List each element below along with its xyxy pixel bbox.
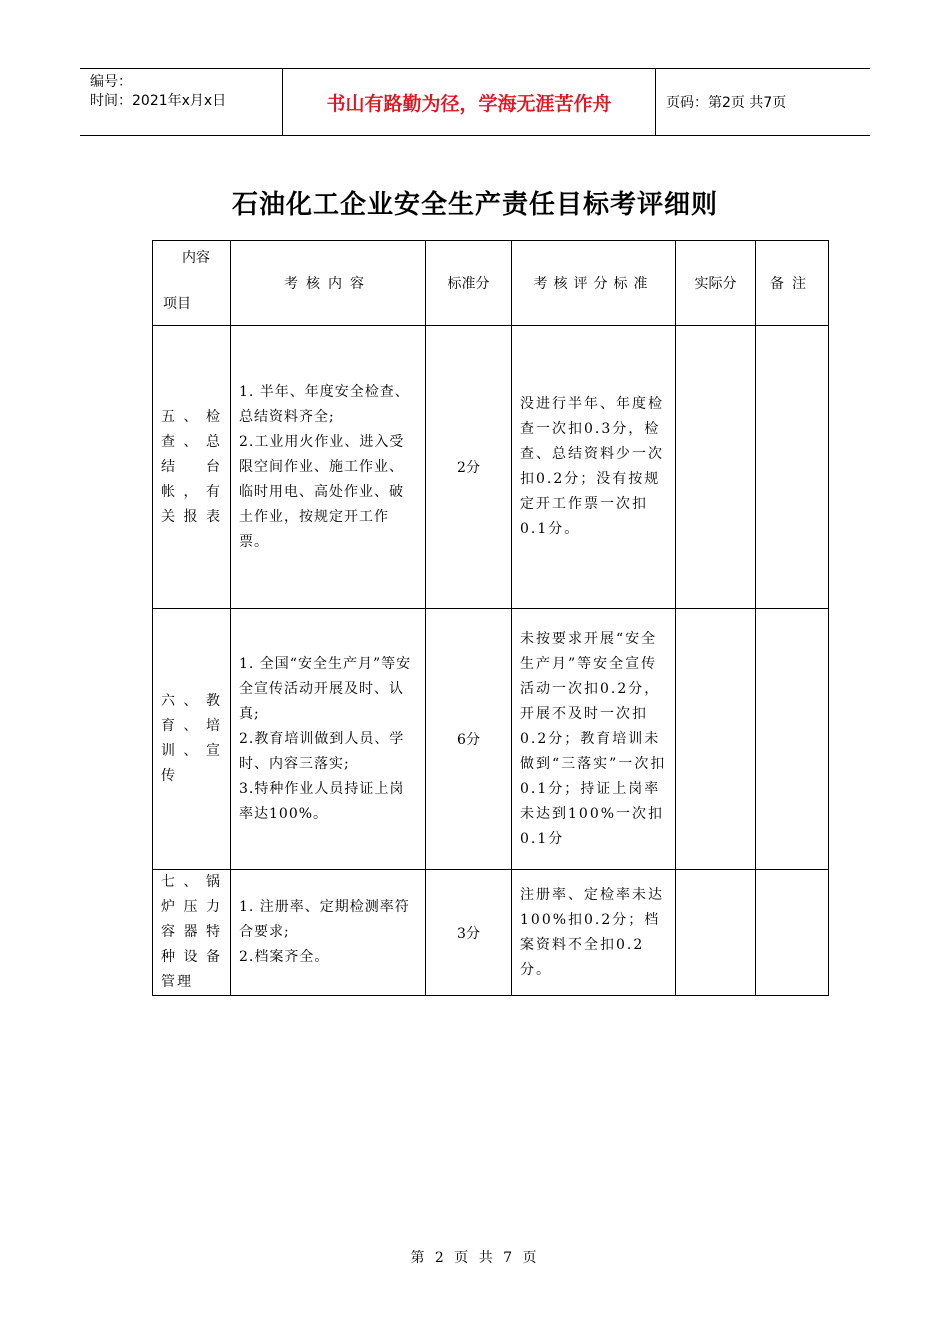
page-footer: 第 2 页 共 7 页	[410, 1250, 540, 1266]
row-score: 2分	[426, 326, 512, 609]
header-score: 标准分	[426, 241, 512, 326]
row-item: 六、教育、培训、宣传	[153, 609, 231, 870]
corner-top-label: 内容	[182, 250, 210, 266]
table-row	[153, 326, 829, 609]
header-remark: 备注	[756, 241, 829, 326]
assessment-table	[152, 240, 829, 996]
row-remark	[756, 870, 829, 996]
row-criteria: 注册率、定检率未达100%扣0.2分；档案资料不全扣0.2分。	[512, 870, 676, 996]
row-remark	[756, 609, 829, 870]
row-criteria: 没进行半年、年度检查一次扣0.3分，检查、总结资料少一次扣0.2分；没有按规定开工作票一次扣0.1分。	[512, 326, 676, 609]
time-label: 时间：2021年x月x日	[90, 93, 227, 109]
row-score: 3分	[426, 870, 512, 996]
row-item: 七、锅炉压力容器特种设备管理	[153, 870, 231, 996]
table-row	[153, 870, 829, 996]
header-actual: 实际分	[676, 241, 756, 326]
row-score: 6分	[426, 609, 512, 870]
corner-cell	[153, 241, 231, 326]
corner-bottom-label: 项目	[163, 296, 191, 312]
number-label: 编号：	[90, 74, 132, 90]
row-actual	[676, 870, 756, 996]
document-title: 石油化工企业安全生产责任目标考评细则	[231, 190, 718, 220]
header-page-code: 页码：第2页 共7页	[666, 95, 787, 111]
table-row	[153, 609, 829, 870]
row-actual	[676, 609, 756, 870]
header-content: 考核内容	[231, 241, 426, 326]
row-actual	[676, 326, 756, 609]
header-slogan: 书山有路勤为径，学海无涯苦作舟	[282, 69, 656, 135]
header-meta	[80, 69, 282, 135]
table-header-row	[153, 241, 829, 326]
page-header	[80, 68, 870, 136]
row-remark	[756, 326, 829, 609]
row-content: 1. 半年、年度安全检查、总结资料齐全; 2.工业用火作业、进入受限空间作业、施工作业、临时用电、高处作业、破土作业，按规定开工作票。	[231, 326, 426, 609]
row-item: 五、检查、总结台帐，有关报表	[153, 326, 231, 609]
row-content: 1. 全国“安全生产月”等安全宣传活动开展及时、认真; 2.教育培训做到人员、学时、内容三落实; 3.特种作业人员持证上岗率达100%。	[231, 609, 426, 870]
row-criteria: 未按要求开展“安全生产月”等安全宣传活动一次扣0.2分，开展不及时一次扣0.2分；教育培训未做到“三落实”一次扣0.1分；持证上岗率未达到100%一次扣0.1分	[512, 609, 676, 870]
row-content: 1. 注册率、定期检测率符合要求; 2.档案齐全。	[231, 870, 426, 996]
header-criteria: 考核评分标准	[512, 241, 676, 326]
